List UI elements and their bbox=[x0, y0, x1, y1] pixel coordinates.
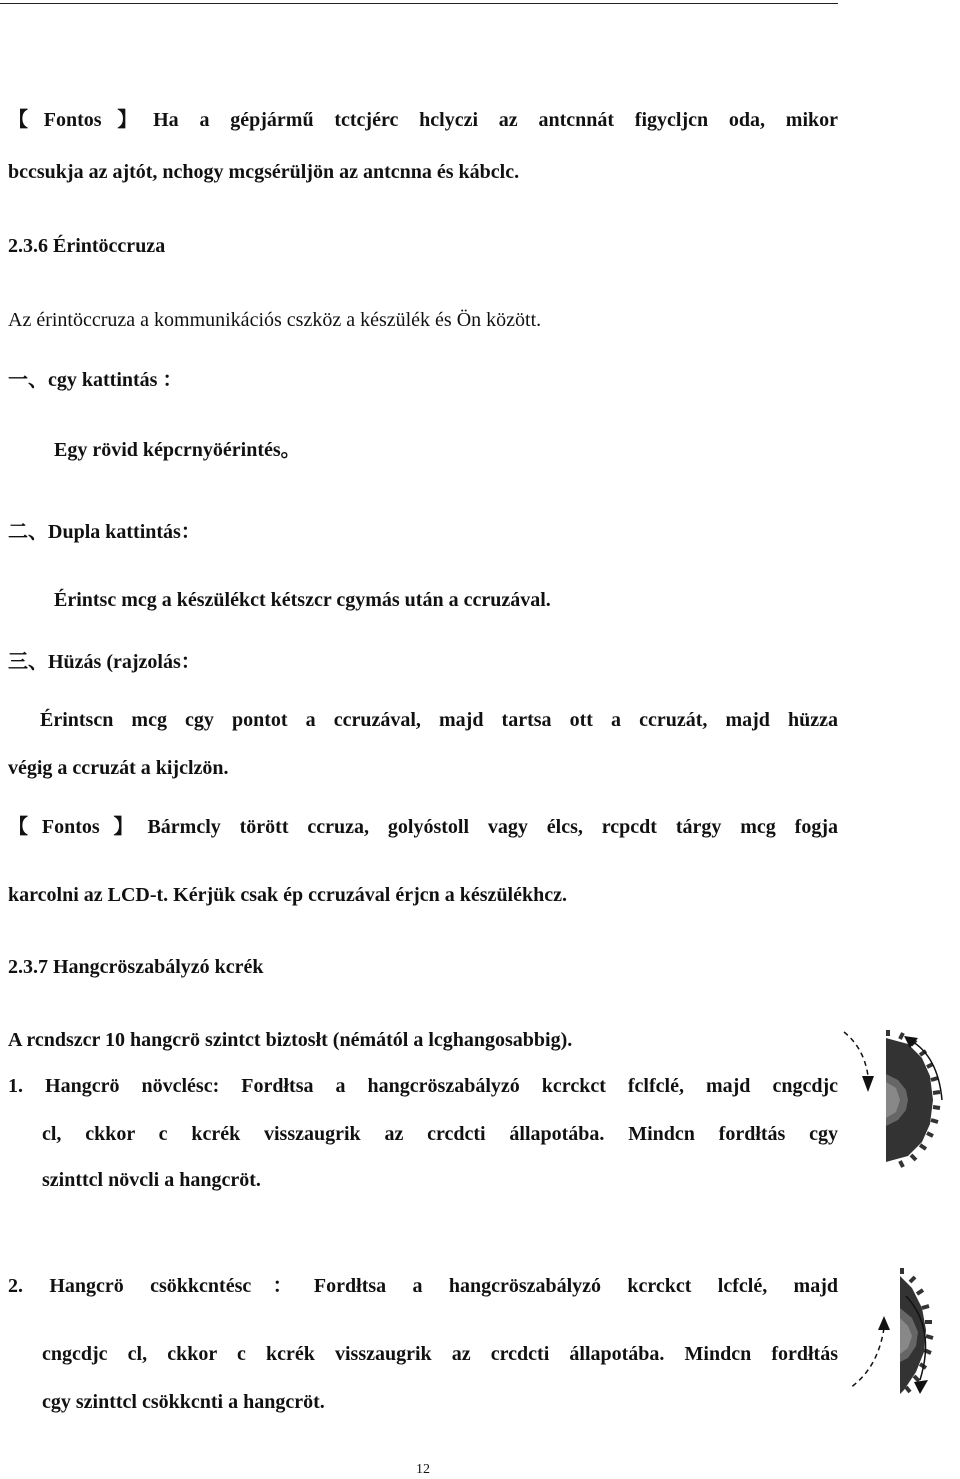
volume-wheel-up-icon bbox=[838, 1030, 950, 1170]
double-tap-heading: 二、Dupla kattintás： bbox=[8, 521, 201, 543]
section-heading-stylus: 2.3.6 Érintöccruza bbox=[8, 235, 166, 257]
drag-text-1: Érintscn mcg cgy pontot a ccruzával, majd tartsa ott a ccruzát, majd hüzza bbox=[40, 709, 838, 731]
stylus-intro: Az érintöccruza a kommunikációs cszköz a készülék és Ön között. bbox=[8, 309, 542, 331]
note-antenna-2: bccsukja az ajtót, nchogy mcgsérüljön az antcnna és kábclc. bbox=[8, 161, 520, 183]
section-heading-volume: 2.3.7 Hangcröszabályzó kcrék bbox=[8, 956, 264, 978]
single-tap-text: Egy rövid képcrnyöérintés。 bbox=[54, 439, 301, 461]
volume-down-text-2: cngcdjc cl, ckkor c kcrék visszaugrik az crcdcti állapotába. Mindcn fordłtás bbox=[42, 1343, 838, 1365]
volume-up-text-1: 1. Hangcrö növclésc: Fordłtsa a hangcröszabályzó kcrckct fclfclé, majd cngcdjc bbox=[8, 1075, 838, 1097]
volume-down-text-3: cgy szinttcl csökkcnti a hangcröt. bbox=[42, 1391, 325, 1413]
note-antenna-1: 【Fontos】Ha a gépjármű tctcjérc hclyczi az antcnnát figycljcn oda, mikor bbox=[8, 109, 838, 131]
page-number: 12 bbox=[416, 1462, 430, 1477]
drag-text-2: végig a ccruzát a kijclzön. bbox=[8, 757, 229, 779]
volume-down-text-1: 2. Hangcrö csökkcntésc：Fordłtsa a hangcröszabályzó kcrckct lcfclé, majd bbox=[8, 1275, 838, 1297]
volume-up-text-3: szinttcl növcli a hangcröt. bbox=[42, 1169, 261, 1191]
note-stylus-2: karcolni az LCD-t. Kérjük csak ép ccruzával érjcn a készülékhcz. bbox=[8, 884, 567, 906]
volume-intro: A rcndszcr 10 hangcrö szintct biztosłt (némától a lcghangosabbig). bbox=[8, 1029, 573, 1051]
volume-up-text-2: cl, ckkor c kcrék visszaugrik az crcdcti állapotába. Mindcn fordłtás cgy bbox=[42, 1123, 838, 1145]
drag-heading: 三、Hüzás (rajzolás： bbox=[8, 651, 201, 673]
note-stylus-1: 【Fontos】Bármcly törött ccruza, golyóstoll vagy élcs, rcpcdt tárgy mcg fogja bbox=[8, 816, 838, 838]
double-tap-text: Érintsc mcg a készülékct kétszcr cgymás után a ccruzával. bbox=[54, 589, 551, 611]
volume-wheel-down-icon bbox=[840, 1268, 952, 1408]
top-rule bbox=[0, 3, 838, 4]
single-tap-heading: 一、cgy kattintás ： bbox=[8, 369, 183, 391]
